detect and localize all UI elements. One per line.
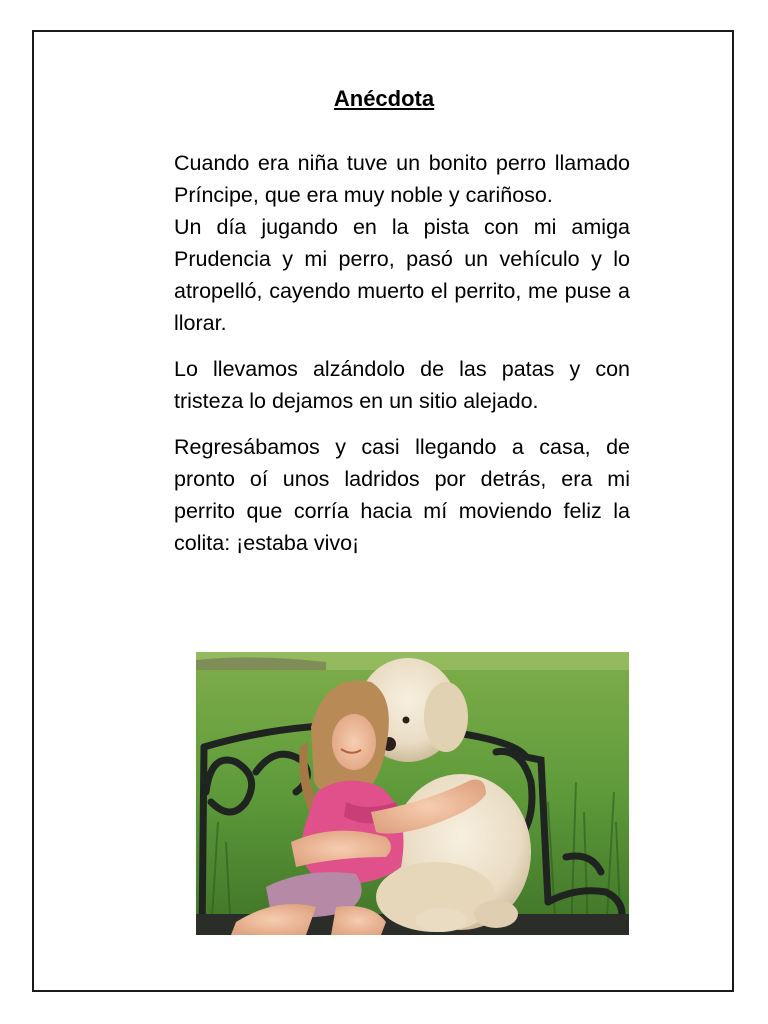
paragraph-4: Regresábamos y casi llegando a casa, de pronto oí unos ladridos por detrás, era mi perrito que corría hacia mí moviendo feliz la colita: ¡estaba vivo¡ [174, 435, 630, 555]
paragraph-2: Un día jugando en la pista con mi amiga Prudencia y mi perro, pasó un vehículo y lo atropelló, cayendo muerto el perrito, me puse a llorar. [174, 215, 630, 335]
document-title: Anécdota [333, 86, 435, 111]
paragraph-1: Cuando era niña tuve un bonito perro llamado Príncipe, que era muy noble y cariñoso. [174, 151, 630, 207]
document-body [174, 147, 630, 559]
girl-hugging-dog-photo [196, 652, 629, 935]
paragraph-3: Lo llevamos alzándolo de las patas y con tristeza lo dejamos en un sitio alejado. [174, 357, 630, 413]
